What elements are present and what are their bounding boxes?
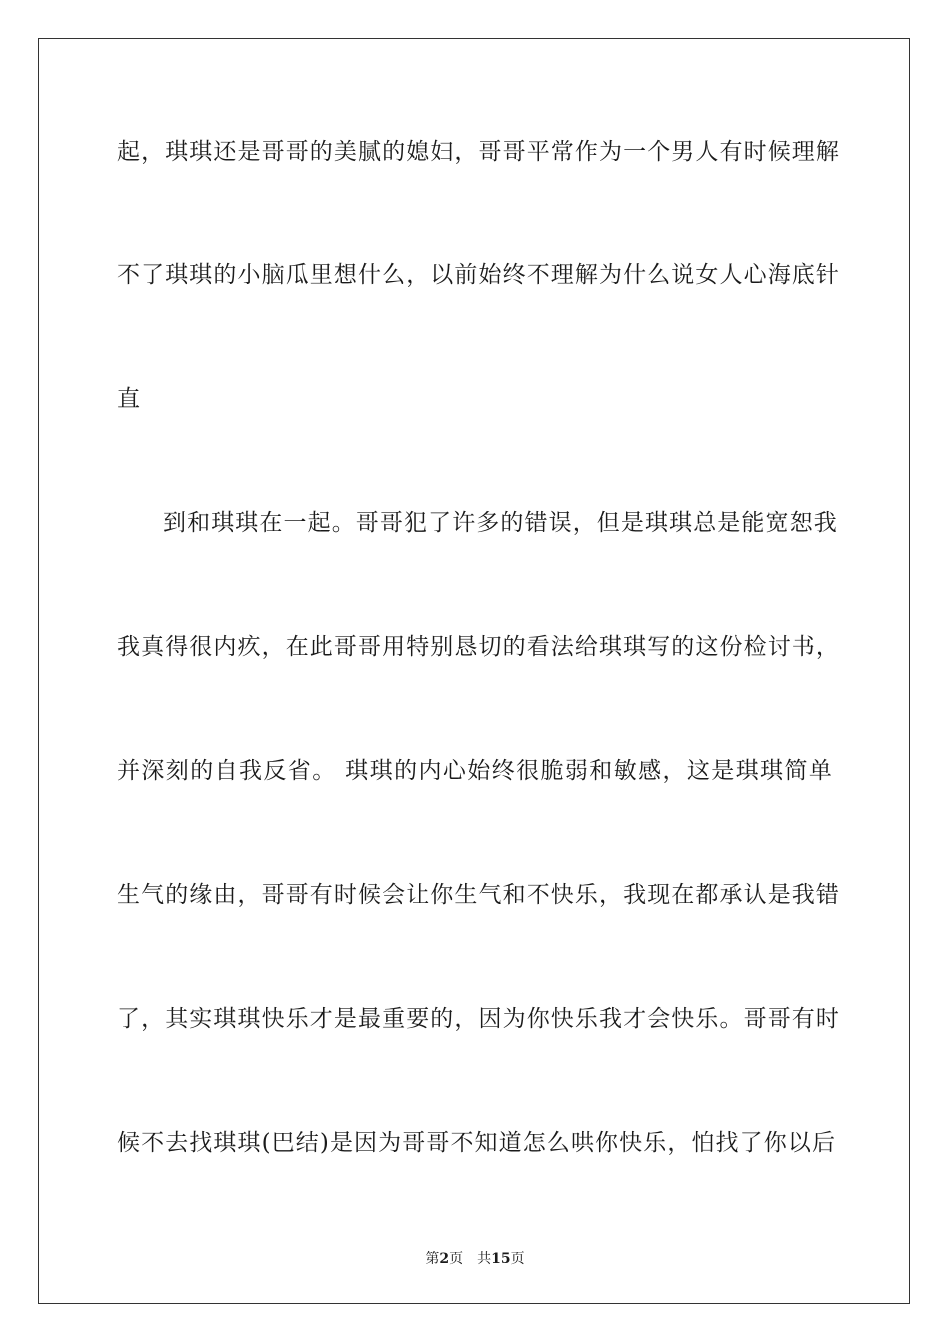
text-line-7: 生气的缘由，哥哥有时候会让你生气和不快乐，我现在都承认是我错 — [117, 882, 840, 908]
total-prefix: 共 — [477, 1251, 492, 1267]
page-footer — [0, 1248, 950, 1268]
text-line-2: 不了琪琪的小脑瓜里想什么，以前始终不理解为什么说女人心海底针 — [117, 262, 840, 288]
page-current: 2 — [439, 1251, 450, 1267]
page-total: 15 — [491, 1251, 511, 1267]
text-line-4: 到和琪琪在一起。哥哥犯了许多的错误，但是琪琪总是能宽恕我 — [163, 510, 838, 536]
page-border — [38, 38, 910, 1304]
page-unit: 页 — [449, 1251, 464, 1267]
text-line-5: 我真得很内疚，在此哥哥用特别恳切的看法给琪琪写的这份检讨书， — [117, 634, 840, 660]
text-line-6: 并深刻的自我反省。 琪琪的内心始终很脆弱和敏感，这是琪琪简单 — [117, 758, 833, 784]
text-line-8: 了，其实琪琪快乐才是最重要的，因为你快乐我才会快乐。哥哥有时 — [117, 1006, 840, 1032]
text-line-1: 起，琪琪还是哥哥的美腻的媳妇，哥哥平常作为一个男人有时候理解 — [117, 139, 840, 165]
page-prefix: 第 — [425, 1251, 440, 1267]
total-unit: 页 — [510, 1251, 525, 1267]
text-line-9: 候不去找琪琪(巴结)是因为哥哥不知道怎么哄你快乐，怕找了你以后 — [117, 1130, 837, 1156]
text-line-3: 直 — [117, 386, 142, 412]
